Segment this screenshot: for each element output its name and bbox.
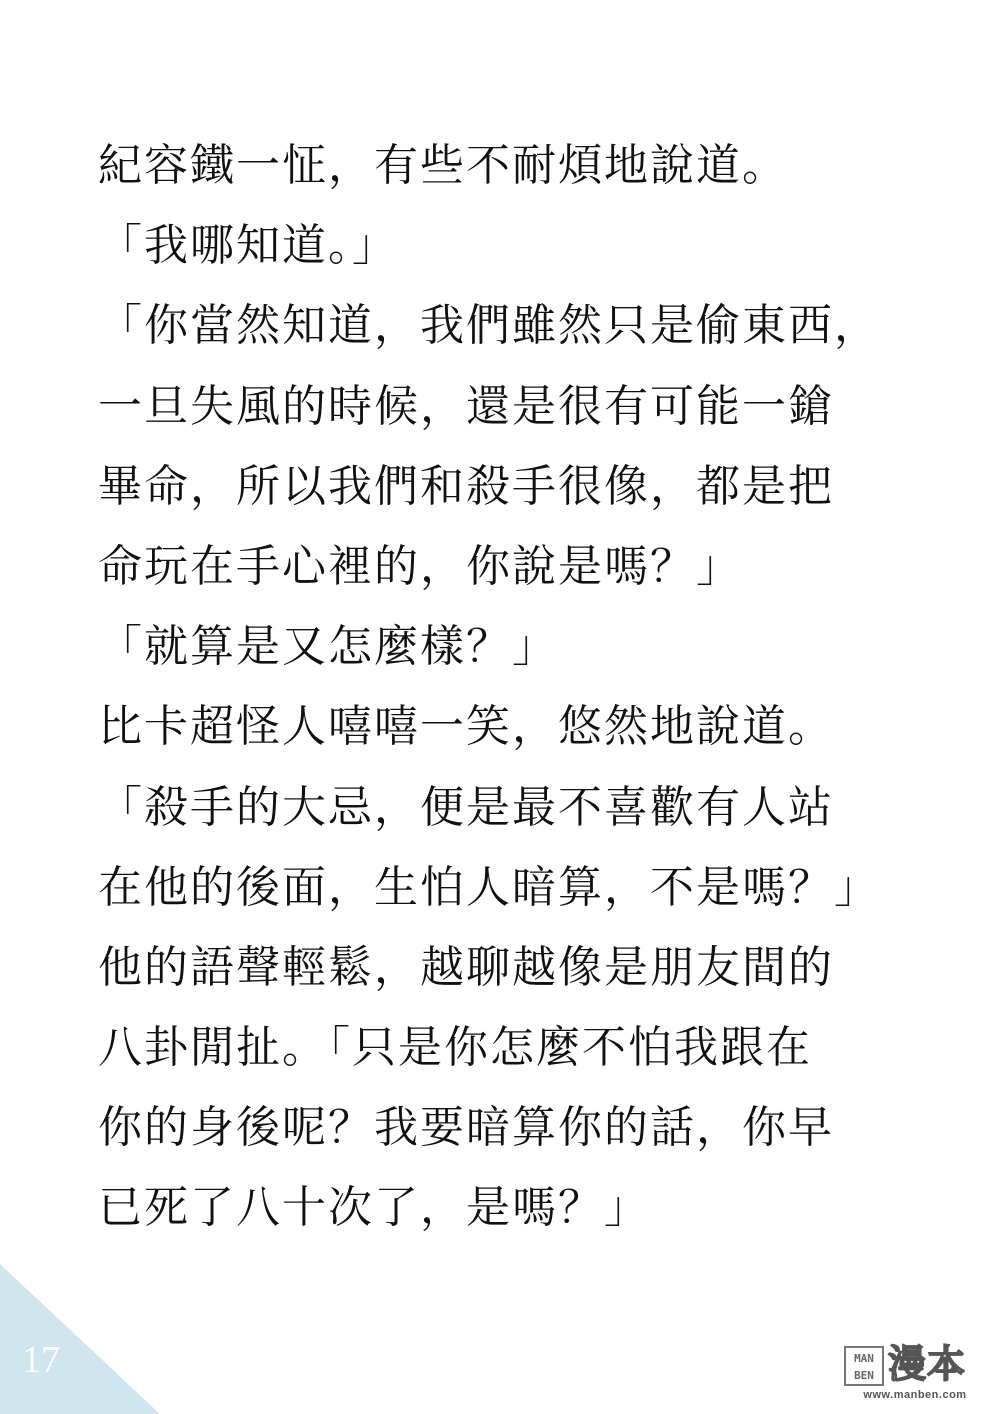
- watermark-logo: [844, 1342, 986, 1404]
- text-line: 「我哪知道。」: [98, 220, 398, 272]
- text-line: 你的身後呢？我要暗算你的話，你早: [98, 1102, 834, 1154]
- watermark-badge: [844, 1346, 884, 1386]
- watermark-badge-bottom: BEN: [854, 1369, 874, 1382]
- text-line: 命玩在手心裡的，你說是嗎？」: [98, 540, 742, 592]
- text-line: 已死了八十次了，是嗎？」: [98, 1182, 650, 1234]
- text-line: 他的語聲輕鬆，越聊越像是朋友間的: [98, 941, 834, 993]
- watermark-brand: 漫本: [888, 1342, 967, 1386]
- text-line: 八卦閒扯。「只是你怎麼不怕我跟在: [98, 1022, 812, 1074]
- text-line: 一旦失風的時候，還是很有可能一鎗: [98, 380, 834, 432]
- page-number: 17: [22, 1339, 60, 1381]
- text-line: 「就算是又怎麼樣？」: [98, 621, 558, 673]
- body-text: [98, 126, 978, 1249]
- text-line: 「你當然知道，我們雖然只是偷東西，: [98, 300, 880, 352]
- text-line: 畢命，所以我們和殺手很像，都是把: [98, 460, 834, 512]
- text-line: 紀容鐵一怔，有些不耐煩地說道。: [98, 140, 788, 191]
- watermark-badge-top: MAN: [854, 1352, 874, 1365]
- watermark-url: www.manben.com: [863, 1389, 967, 1401]
- text-line: 在他的後面，生怕人暗算，不是嗎？」: [98, 861, 880, 913]
- text-line: 「殺手的大忌，便是最不喜歡有人站: [98, 781, 834, 833]
- text-line: 比卡超怪人嘻嘻一笑，悠然地說道。: [98, 701, 834, 753]
